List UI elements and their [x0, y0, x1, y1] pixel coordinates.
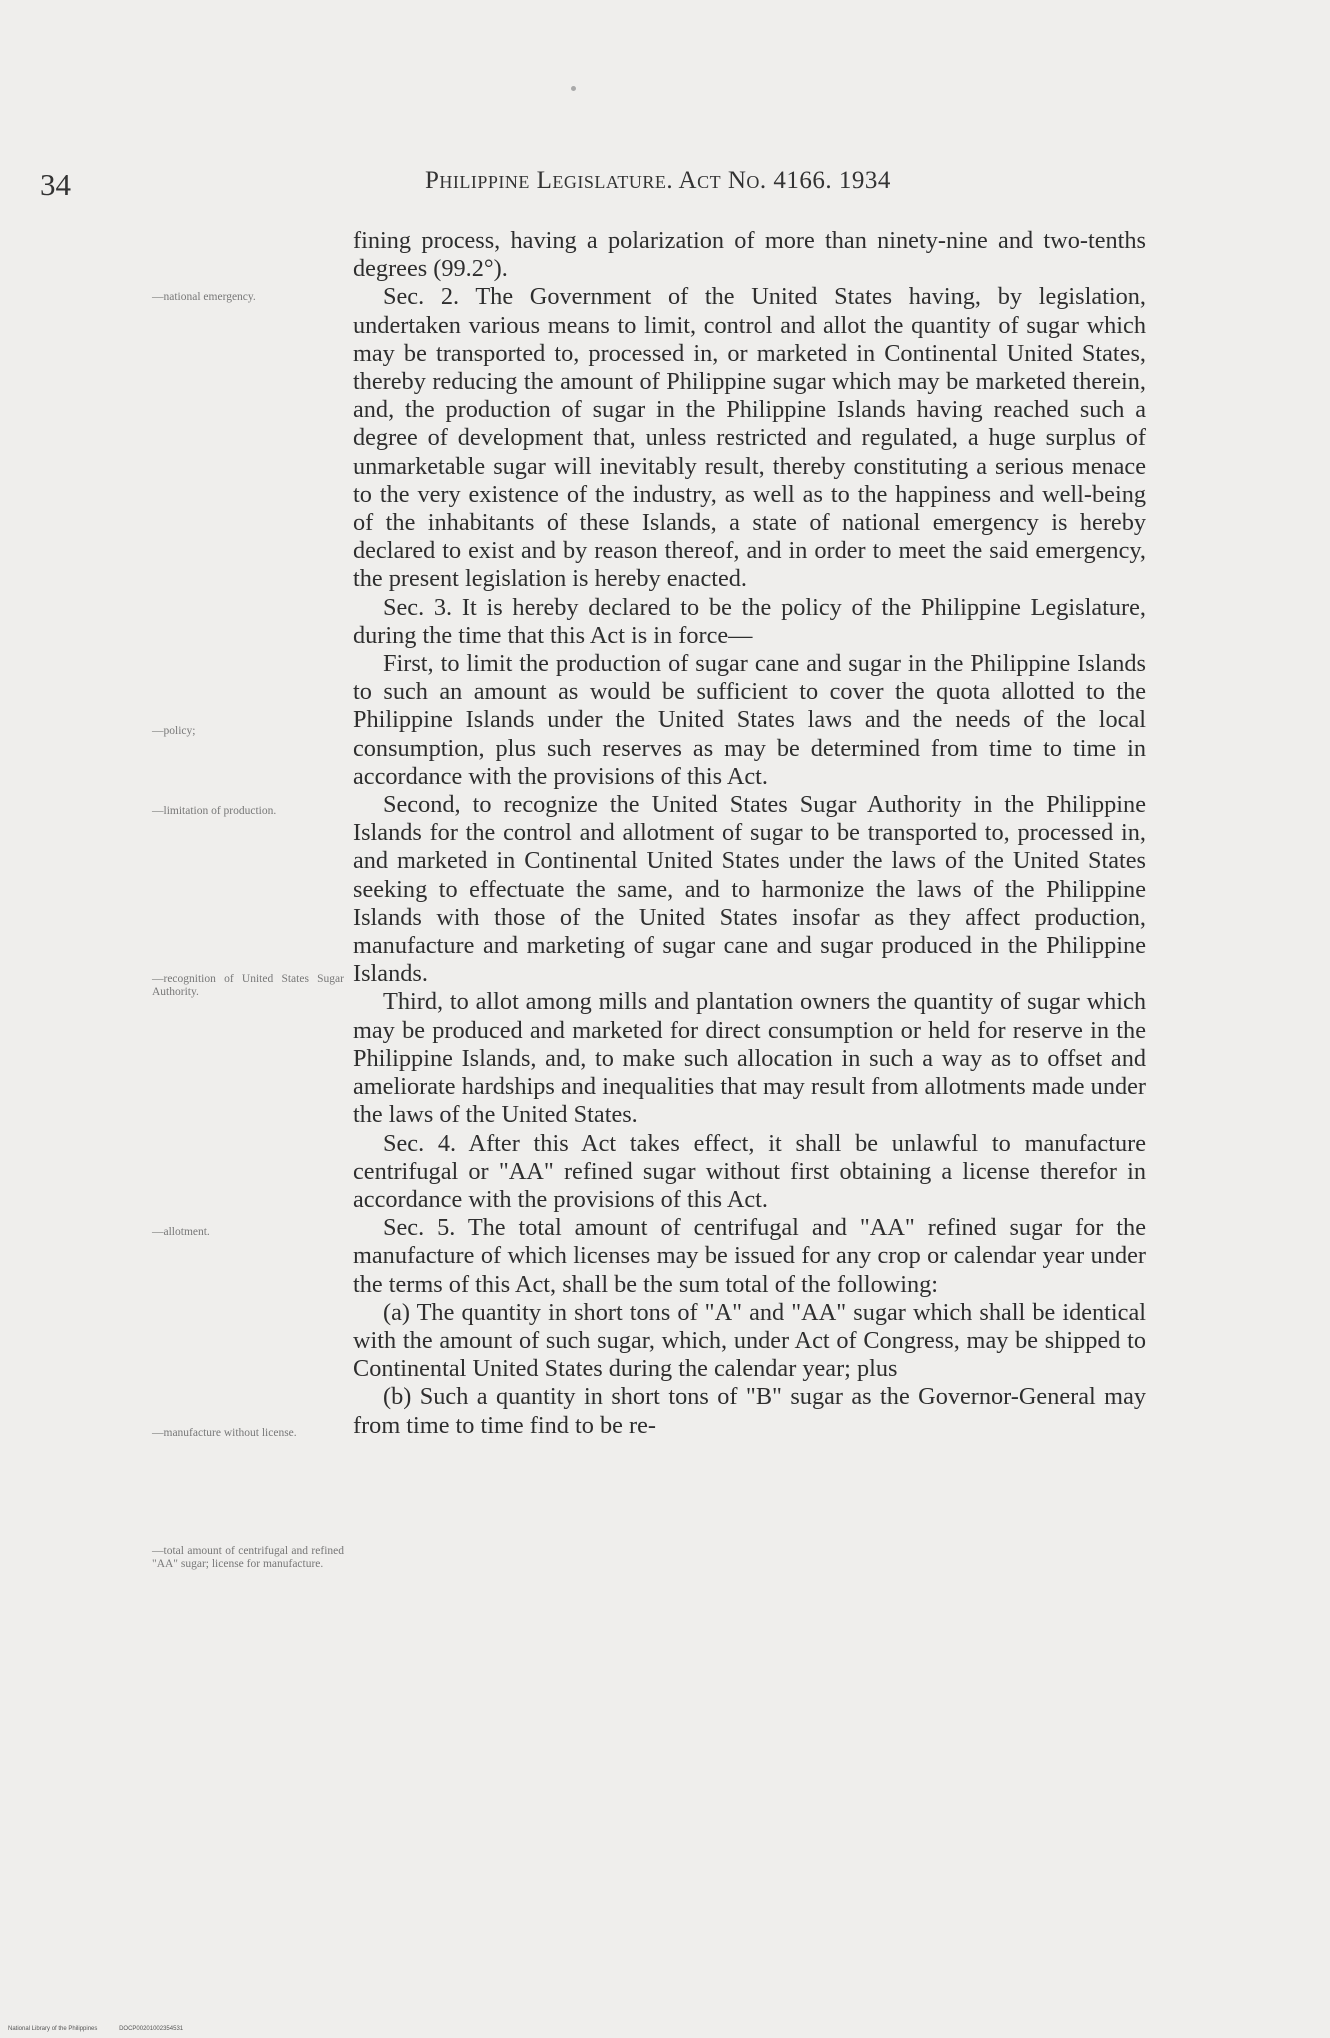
sidenote-limitation: —limitation of production. [152, 805, 277, 817]
footer-identifier: DOCP00201002354531 [119, 2026, 184, 2032]
footer-library: National Library of the Philippines [8, 2026, 98, 2032]
paragraph-first: First, to limit the production of sugar cane and sugar in the Philippine Islands to such an amount as would be sufficient to cover the quota allotted to the Philippine Islands under the United States laws and the needs of the local consumption, plus such reserves as may be determined from time to time in accordance with the provisions of this Act. [353, 650, 1146, 790]
ink-speck [571, 86, 576, 91]
paragraph-section-4: Sec. 4. After this Act takes effect, it shall be unlawful to manufacture centrifugal or "AA" refined sugar without first obtaining a license therefor in accordance with the provisions of this Act. [353, 1129, 1146, 1213]
running-head: Philippine Legislature. Act No. 4166. 1934 [425, 167, 891, 194]
sidenote-policy: —policy; [152, 725, 196, 737]
paragraph-item-b: (b) Such a quantity in short tons of "B" sugar as the Governor-General may from time to time find to be re- [353, 1383, 1146, 1439]
body-text [353, 227, 1146, 1440]
paragraph-third: Third, to allot among mills and plantation owners the quantity of sugar which may be produced and marketed for direct consumption or held for reserve in the Philippine Islands, and, to make such allocation in such a way as to offset and ameliorate hardships and inequalities that may result from allotments made under the laws of the United States. [353, 988, 1146, 1129]
sidenote-allotment: —allotment. [152, 1226, 210, 1238]
paragraph-second: Second, to recognize the United States Sugar Authority in the Philippine Islands for the control and allotment of sugar to be transported to, processed in, and marketed in Continental United States under the laws of the United States seeking to effectuate the same, and to harmonize the laws of the Philippine Islands with those of the United States insofar as they affect production, manufacture and marketing of sugar cane and sugar produced in the Philippine Islands. [353, 791, 1146, 988]
paragraph-continuation: fining process, having a polarization of more than ninety-nine and two-tenths degrees (99.2°). [353, 227, 1146, 283]
sidenote-recognition: —recognition of United States Sugar Authority. [152, 973, 344, 998]
paragraph-section-2: Sec. 2. The Government of the United States having, by legislation, undertaken various means to limit, control and allot the quantity of sugar which may be transported to, processed in, or marketed in Continental United States, thereby reducing the amount of Philippine sugar which may be marketed therein, and, the production of sugar in the Philippine Islands having reached such a degree of development that, unless restricted and regulated, a huge surplus of unmarketable sugar will inevitably result, thereby constituting a serious menace to the very existence of the industry, as well as to the happiness and well-being of the inhabitants of these Islands, a state of national emergency is hereby declared to exist and by reason thereof, and in order to meet the said emergency, the present legislation is hereby enacted. [353, 283, 1146, 593]
paragraph-section-3: Sec. 3. It is hereby declared to be the policy of the Philippine Legislature, during the time that this Act is in force— [353, 593, 1146, 649]
scan-footer [8, 2026, 183, 2032]
paragraph-section-5: Sec. 5. The total amount of centrifugal and "AA" refined sugar for the manufacture of which licenses may be issued for any crop or calendar year under the terms of this Act, shall be the sum total of the following: [353, 1214, 1146, 1298]
sidenote-manufacture: —manufacture without license. [152, 1427, 297, 1439]
sidenote-total-amount: —total amount of centrifugal and refined "AA" sugar; license for manufacture. [152, 1545, 344, 1570]
paragraph-item-a: (a) The quantity in short tons of "A" and "AA" sugar which shall be identical with the amount of such sugar, which, under Act of Congress, may be shipped to Continental United States during the calendar year; plus [353, 1298, 1146, 1383]
page-number: 34 [40, 167, 71, 202]
sidenote-national-emergency: —national emergency. [152, 291, 256, 303]
